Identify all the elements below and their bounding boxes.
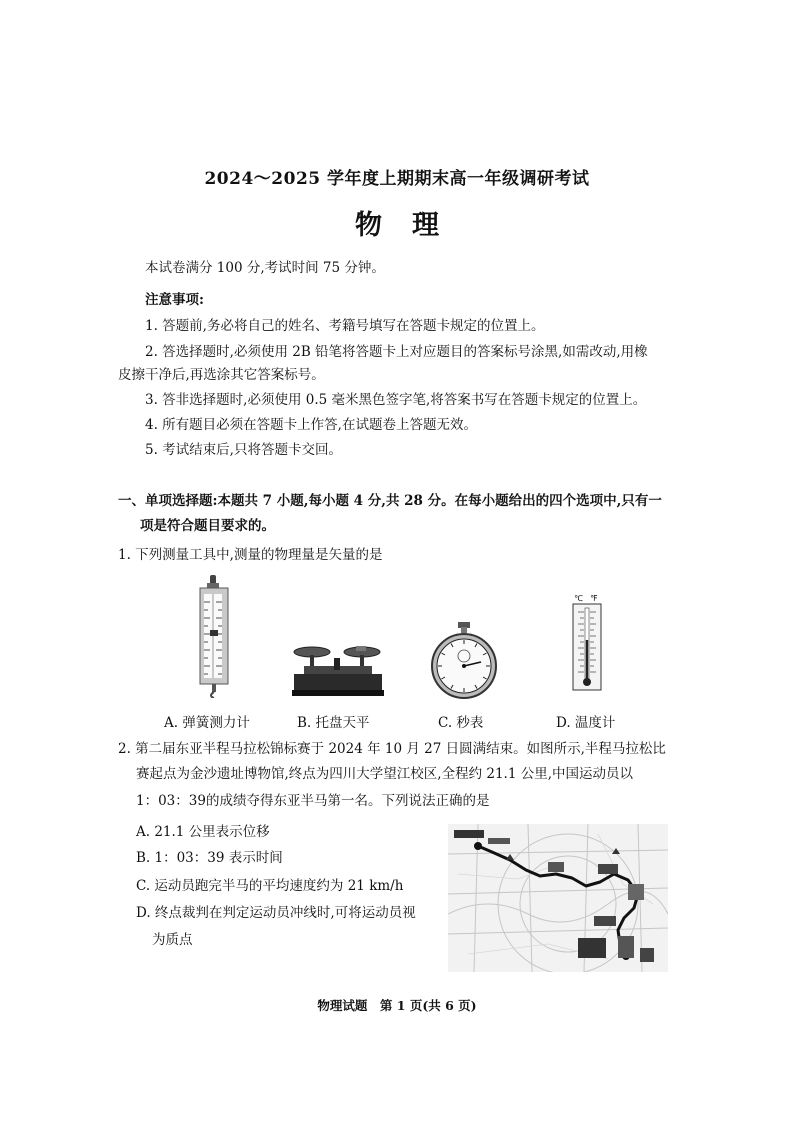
question-1-stem: 1. 下列测量工具中,测量的物理量是矢量的是 bbox=[118, 547, 383, 563]
section-heading: 一、单项选择题:本题共 7 小题,每小题 4 分,共 28 分。在每小题给出的四个选项中,只有一 bbox=[118, 493, 662, 509]
q1-option-a: A. 弹簧测力计 bbox=[164, 715, 250, 731]
q2-option-c: C. 运动员跑完半马的平均速度约为 21 km/h bbox=[136, 878, 404, 894]
question-2-stem-2: 赛起点为金沙遗址博物馆,终点为四川大学望江校区,全程约 21.1 公里,中国运动员以 bbox=[136, 766, 634, 782]
q1-option-b: B. 托盘天平 bbox=[297, 715, 370, 731]
notice-item-4: 4. 所有题目必须在答题卡上作答,在试题卷上答题无效。 bbox=[145, 417, 477, 433]
stopwatch-image bbox=[426, 622, 502, 700]
notice-item-3: 3. 答非选择题时,必须使用 0.5 毫米黑色签字笔,将答案书写在答题卡规定的位置上。 bbox=[145, 392, 647, 408]
subject-title: 物理 bbox=[355, 210, 469, 241]
fahrenheit-label: ℉ bbox=[590, 594, 598, 603]
tray-balance-image bbox=[290, 640, 386, 700]
notice-heading: 注意事项: bbox=[145, 292, 204, 308]
q2-option-a: A. 21.1 公里表示位移 bbox=[136, 824, 270, 840]
notice-item-1: 1. 答题前,务必将自己的姓名、考籍号填写在答题卡规定的位置上。 bbox=[145, 318, 545, 334]
question-2-stem-1: 2. 第二届东亚半程马拉松锦标赛于 2024 年 10 月 27 日圆满结束。如图所示,半程马拉松比 bbox=[118, 741, 666, 757]
q2-option-b: B. 1：03：39 表示时间 bbox=[136, 850, 283, 866]
exam-title: 2024～2025 学年度上期期末高一年级调研考试 bbox=[204, 169, 590, 189]
notice-item-5: 5. 考试结束后,只将答题卡交回。 bbox=[145, 442, 342, 458]
exam-intro: 本试卷满分 100 分,考试时间 75 分钟。 bbox=[145, 260, 385, 276]
notice-item-2: 2. 答选择题时,必须使用 2B 铅笔将答题卡上对应题目的答案标号涂黑,如需改动,用橡 bbox=[145, 344, 648, 360]
marathon-route-map bbox=[448, 824, 668, 972]
question-2-stem-3: 1：03：39的成绩夺得东亚半马第一名。下列说法正确的是 bbox=[136, 793, 490, 809]
q1-option-c: C. 秒表 bbox=[438, 715, 484, 731]
notice-item-2-cont: 皮擦干净后,再选涂其它答案标号。 bbox=[118, 367, 325, 383]
spring-scale-image bbox=[190, 574, 238, 698]
page-footer: 物理试题 第 1 页(共 6 页) bbox=[317, 998, 477, 1013]
thermometer-image bbox=[570, 592, 606, 692]
q1-option-d: D. 温度计 bbox=[556, 715, 616, 731]
celsius-label: ℃ bbox=[574, 594, 583, 603]
section-heading-cont: 项是符合题目要求的。 bbox=[140, 518, 275, 534]
q2-option-d: D. 终点裁判在判定运动员冲线时,可将运动员视 bbox=[136, 905, 416, 921]
q2-option-d-cont: 为质点 bbox=[152, 932, 193, 948]
